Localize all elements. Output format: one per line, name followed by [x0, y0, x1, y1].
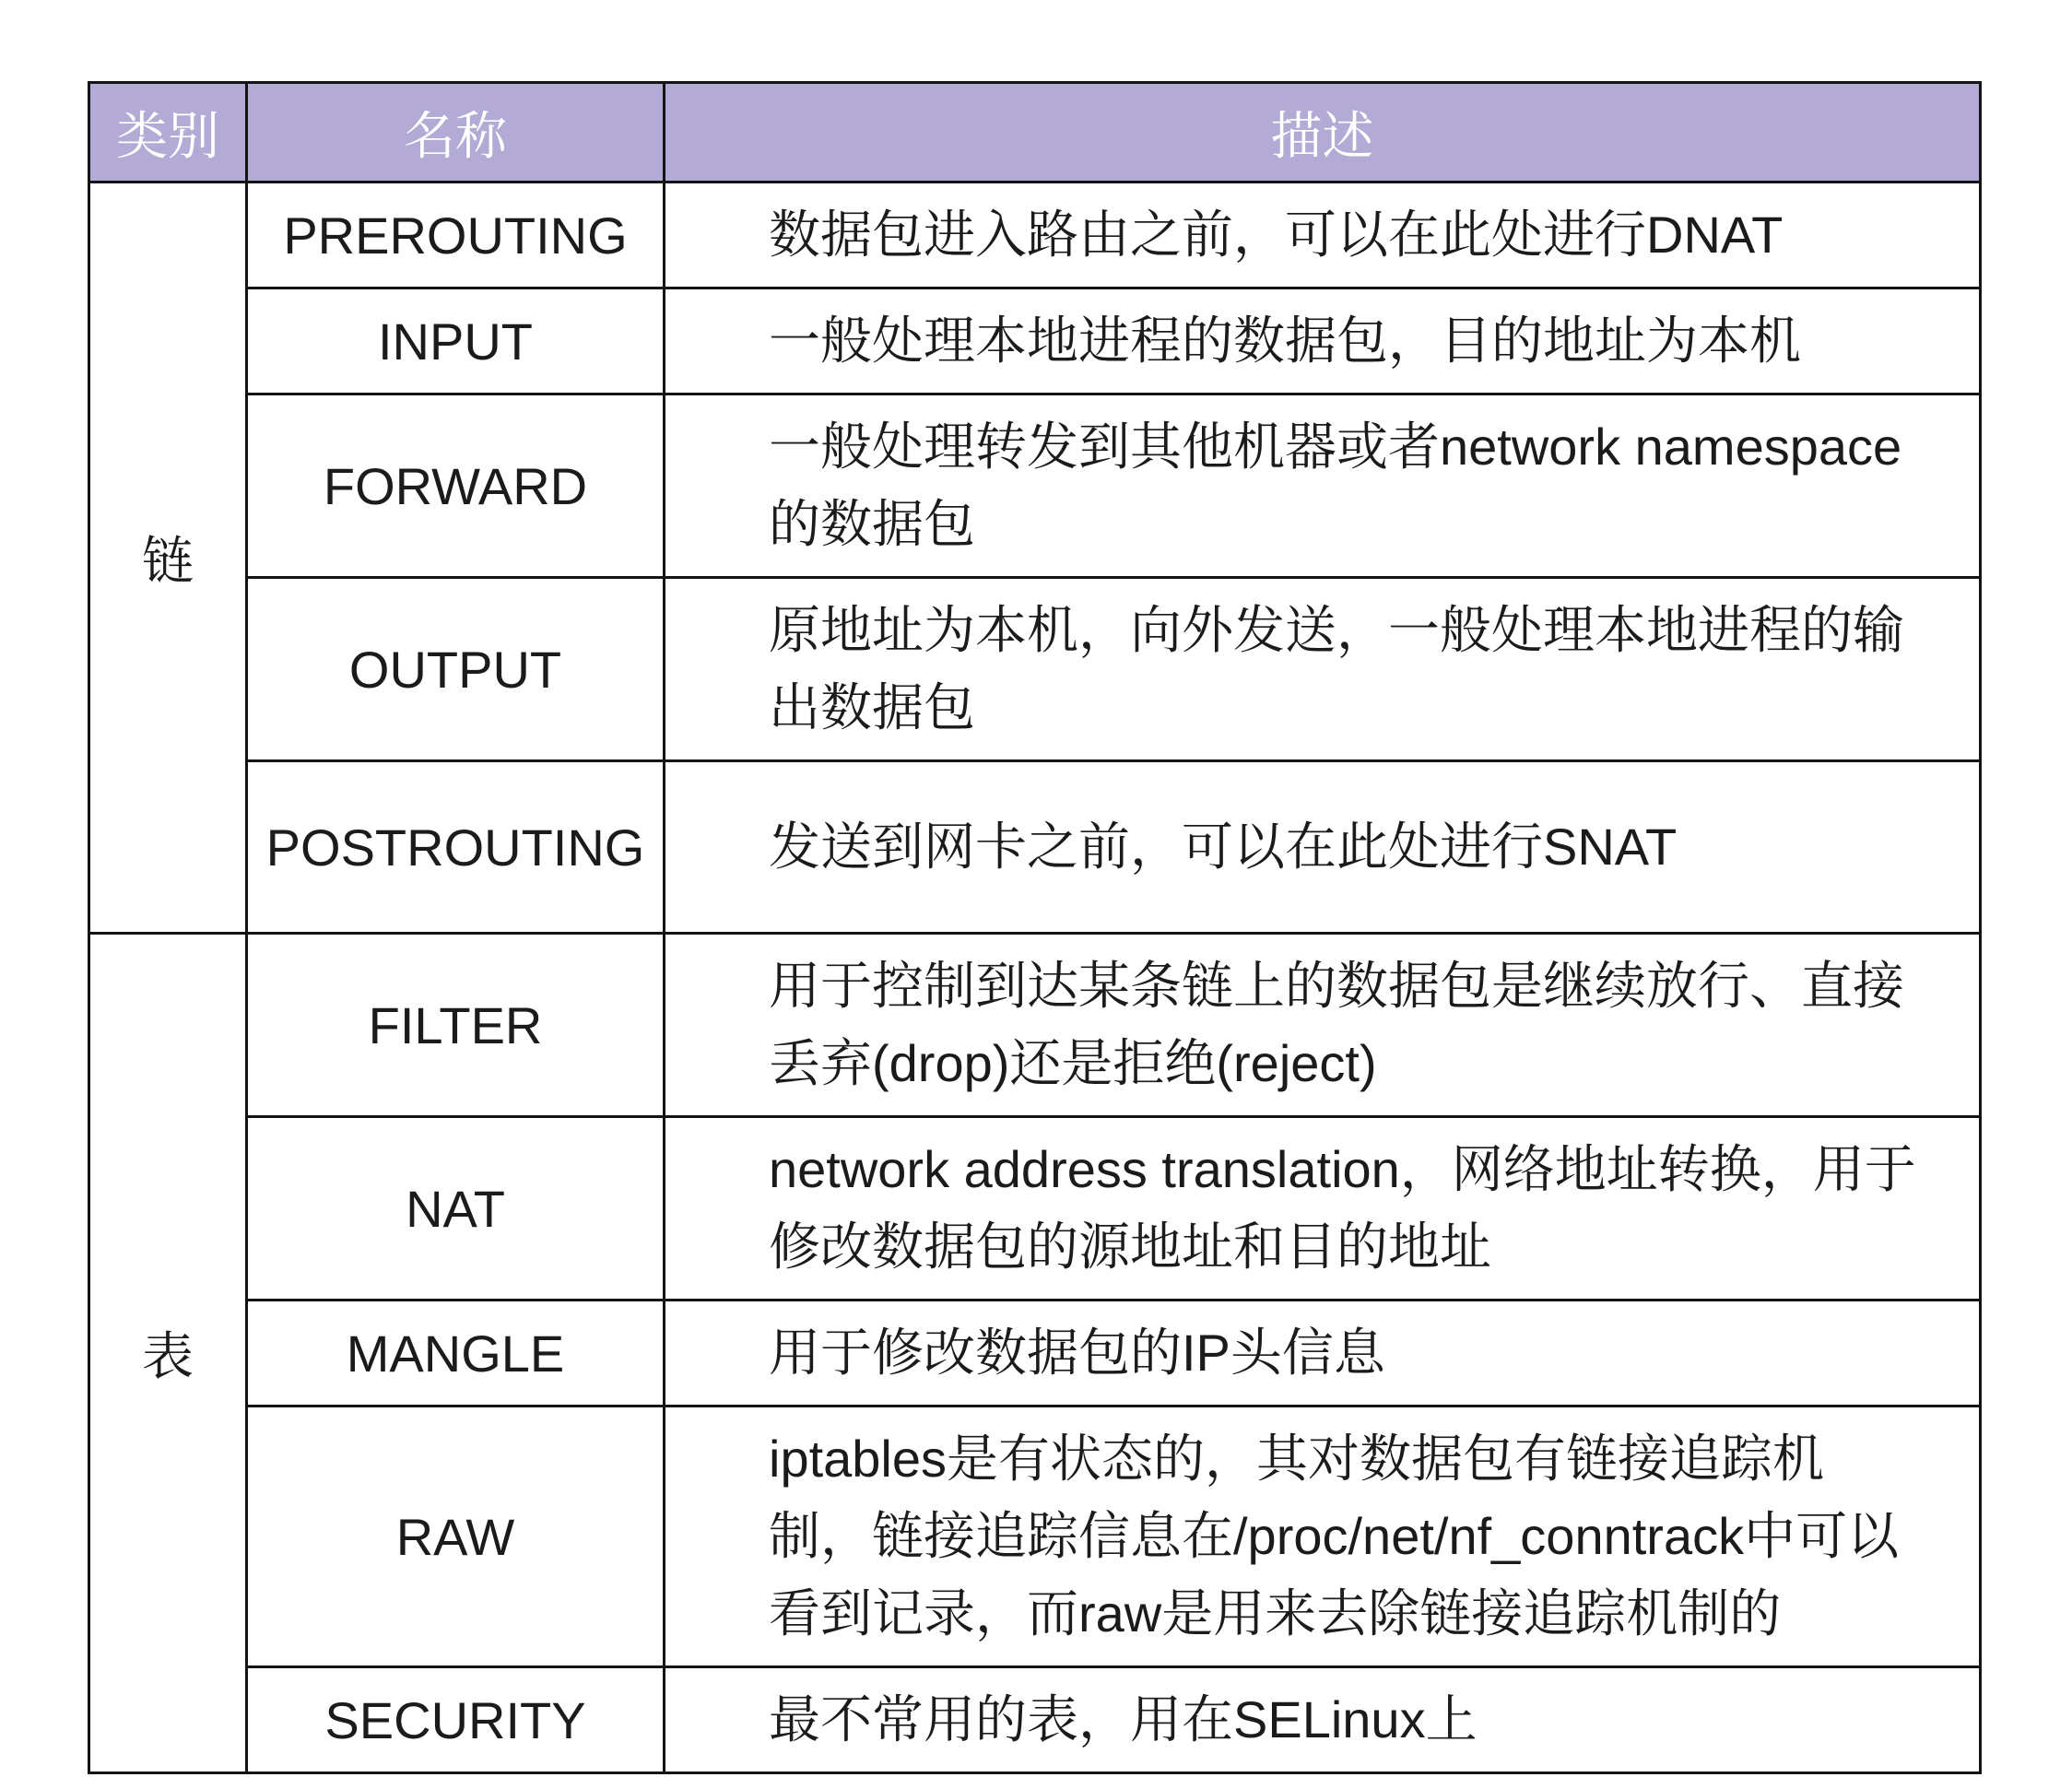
header-cell-name: 名称 — [247, 83, 665, 182]
category-cell-table: 表 — [89, 934, 247, 1773]
table-row — [89, 1301, 1981, 1406]
iptables-chains-tables-table — [88, 81, 1982, 1774]
table-row — [89, 934, 1981, 1117]
table-row — [89, 1117, 1981, 1301]
description-cell: 用于修改数据包的IP头信息 — [665, 1301, 1981, 1406]
name-cell: POSTROUTING — [247, 761, 665, 934]
name-cell: NAT — [247, 1117, 665, 1301]
description-cell: 一般处理本地进程的数据包，目的地址为本机 — [665, 288, 1981, 394]
description-cell: 一般处理转发到其他机器或者network namespace的数据包 — [665, 394, 1981, 578]
name-cell: PREROUTING — [247, 182, 665, 288]
table-row — [89, 394, 1981, 578]
name-cell: OUTPUT — [247, 578, 665, 761]
description-cell: 最不常用的表，用在SELinux上 — [665, 1667, 1981, 1773]
table-row — [89, 1667, 1981, 1773]
table-row — [89, 578, 1981, 761]
name-cell: SECURITY — [247, 1667, 665, 1773]
header-cell-description: 描述 — [665, 83, 1981, 182]
name-cell: FORWARD — [247, 394, 665, 578]
description-cell: 数据包进入路由之前，可以在此处进行DNAT — [665, 182, 1981, 288]
description-cell: 发送到网卡之前，可以在此处进行SNAT — [665, 761, 1981, 934]
description-cell: 用于控制到达某条链上的数据包是继续放行、直接丢弃(drop)还是拒绝(reject) — [665, 934, 1981, 1117]
name-cell: FILTER — [247, 934, 665, 1117]
table-header-row — [89, 83, 1981, 182]
name-cell: RAW — [247, 1406, 665, 1667]
table-row — [89, 288, 1981, 394]
name-cell: INPUT — [247, 288, 665, 394]
table-row — [89, 182, 1981, 288]
description-cell: 原地址为本机，向外发送，一般处理本地进程的输出数据包 — [665, 578, 1981, 761]
name-cell: MANGLE — [247, 1301, 665, 1406]
iptables-reference-table-container — [88, 81, 1982, 1774]
table-row — [89, 1406, 1981, 1667]
description-cell: network address translation，网络地址转换，用于修改数据包的源地址和目的地址 — [665, 1117, 1981, 1301]
table-row — [89, 761, 1981, 934]
header-cell-category: 类别 — [89, 83, 247, 182]
description-cell: iptables是有状态的，其对数据包有链接追踪机制，链接追踪信息在/proc/net/nf_conntrack中可以看到记录，而raw是用来去除链接追踪机制的 — [665, 1406, 1981, 1667]
category-cell-chain: 链 — [89, 182, 247, 934]
